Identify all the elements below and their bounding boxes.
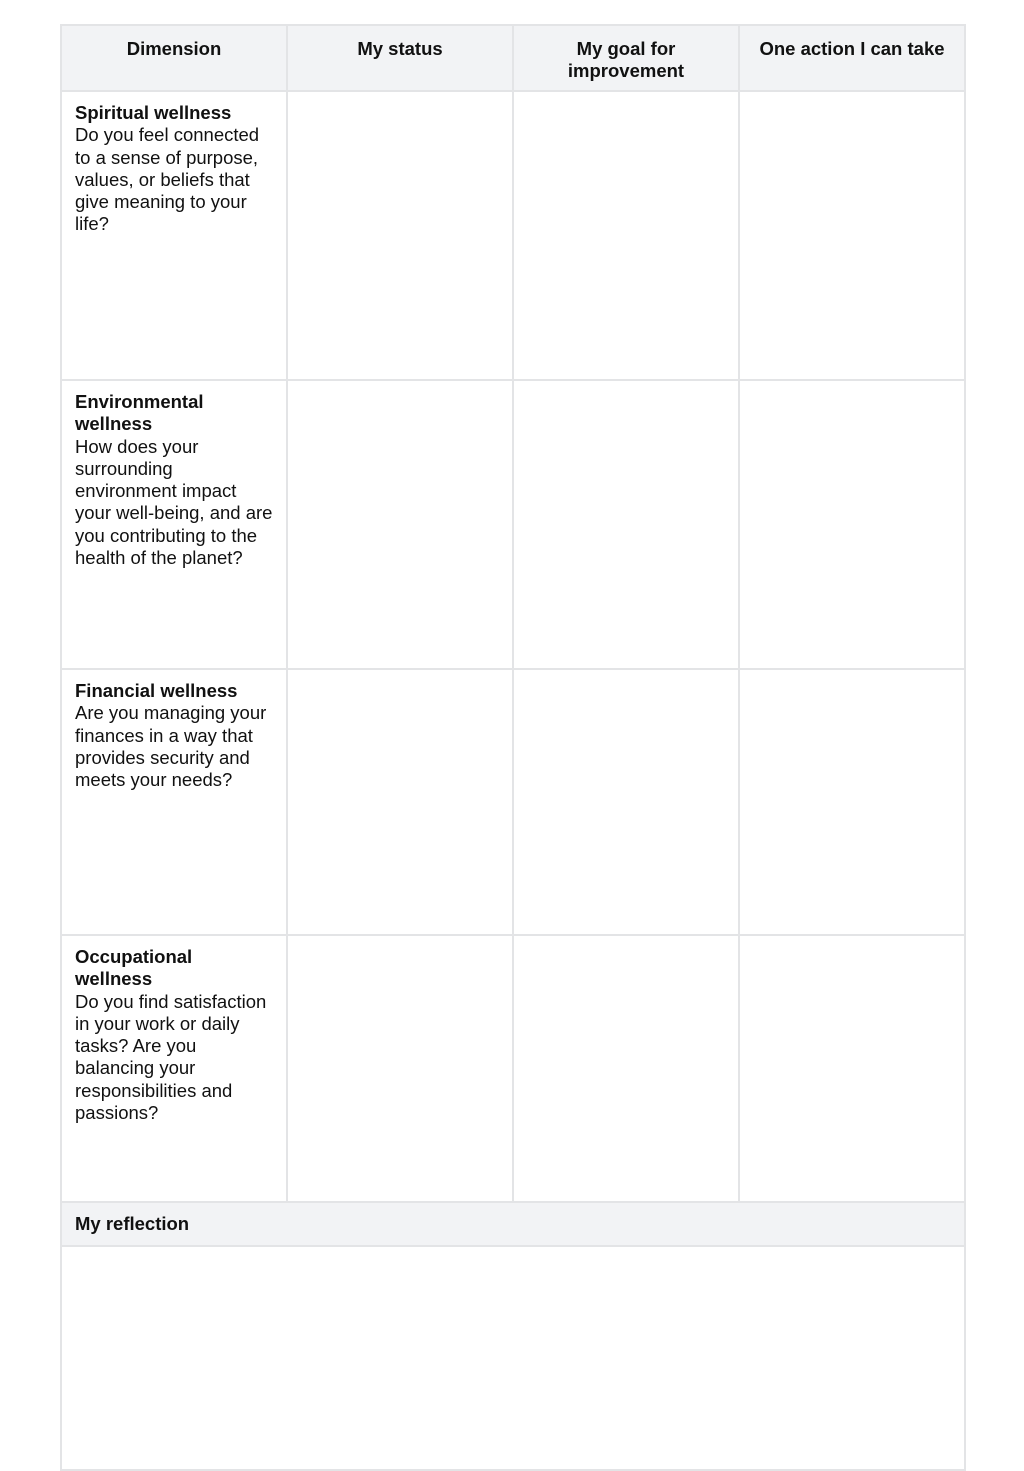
reflection-label: My reflection: [61, 1202, 965, 1246]
dimension-title: Occupational wellness: [75, 946, 193, 990]
wellness-worksheet-table: [60, 24, 966, 1471]
goal-cell[interactable]: [513, 91, 739, 380]
action-cell[interactable]: [739, 935, 965, 1202]
status-cell[interactable]: [287, 935, 513, 1202]
reflection-body-row: [61, 1246, 965, 1470]
status-cell[interactable]: [287, 380, 513, 669]
table-row-occupational-wellness: [61, 935, 965, 1202]
action-cell[interactable]: [739, 380, 965, 669]
reflection-header-row: [61, 1202, 965, 1246]
dimension-title: Spiritual wellness: [75, 102, 232, 123]
dimension-title: Environmental wellness: [75, 391, 204, 435]
dimension-cell: [61, 935, 287, 1202]
status-cell[interactable]: [287, 669, 513, 935]
goal-cell[interactable]: [513, 935, 739, 1202]
dimension-cell: [61, 91, 287, 380]
table-row-spiritual-wellness: [61, 91, 965, 380]
header-my-status: My status: [287, 25, 513, 91]
table-row-financial-wellness: [61, 669, 965, 935]
dimension-description: Do you find satisfaction in your work or daily tasks? Are you balancing your responsibilities and passions?: [75, 990, 267, 1124]
status-cell[interactable]: [287, 91, 513, 380]
dimension-cell: [61, 380, 287, 669]
table-row-environmental-wellness: [61, 380, 965, 669]
dimension-description: How does your surrounding environment impact your well-being, and are you contributing to the health of the planet?: [75, 435, 273, 569]
header-goal-for-improvement: My goal for improvement: [513, 25, 739, 91]
reflection-text-area[interactable]: [61, 1246, 965, 1470]
dimension-title: Financial wellness: [75, 680, 238, 701]
dimension-description: Do you feel connected to a sense of purpose, values, or beliefs that give meaning to your life?: [75, 124, 260, 235]
dimension-cell: [61, 669, 287, 935]
header-action: One action I can take: [739, 25, 965, 91]
action-cell[interactable]: [739, 669, 965, 935]
goal-cell[interactable]: [513, 669, 739, 935]
action-cell[interactable]: [739, 91, 965, 380]
dimension-description: Are you managing your finances in a way that provides security and meets your needs?: [75, 702, 267, 791]
table-header-row: [61, 25, 965, 91]
goal-cell[interactable]: [513, 380, 739, 669]
header-dimension: Dimension: [61, 25, 287, 91]
